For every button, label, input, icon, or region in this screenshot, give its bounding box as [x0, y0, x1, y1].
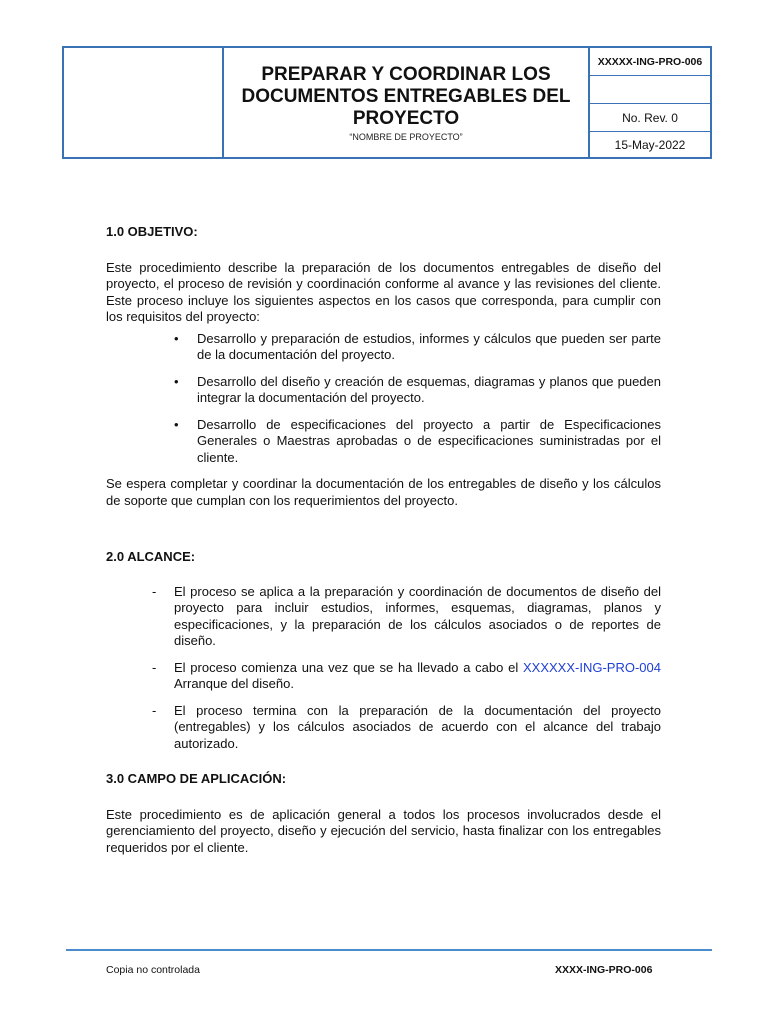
bullet-text: Desarrollo del diseño y creación de esquemas, diagramas y planos que pueden integrar la documentación del proyecto.	[197, 373, 661, 405]
bullet-text: Desarrollo de especificaciones del proyecto a partir de Especificaciones Generales o Maestras aprobadas o de especificaciones suministradas por el cliente.	[197, 416, 661, 465]
footer-copy-status: Copia no controlada	[106, 964, 200, 976]
list-item	[106, 584, 661, 650]
alcance-item-text: El proceso termina con la preparación de la documentación del proyecto (entregables) y los cálculos asociados de acuerdo con el alcance del trabajo autorizado.	[174, 702, 661, 751]
bullet-text: Desarrollo y preparación de estudios, informes y cálculos que pueden ser parte de la documentación del proyecto.	[197, 330, 661, 362]
document-header	[62, 46, 712, 159]
doc-code: XXXXX-ING-PRO-006	[590, 48, 710, 76]
bullet-icon: •	[174, 373, 179, 389]
list-item	[106, 417, 661, 467]
objetivo-closing: Se espera completar y coordinar la documentación de los entregables de diseño y los cálculos de soporte que cumplan con los requerimientos del proyecto.	[106, 476, 661, 508]
bullet-icon: •	[174, 416, 179, 432]
document-title: PREPARAR Y COORDINAR LOS DOCUMENTOS ENTREGABLES DEL PROYECTO	[241, 64, 571, 129]
bullet-icon: •	[174, 330, 179, 346]
section-heading-alcance: 2.0 ALCANCE:	[106, 549, 196, 564]
footer-divider	[66, 949, 712, 951]
title-cell	[224, 48, 588, 157]
alcance-list	[106, 584, 661, 753]
alcance-item-text: Arranque del diseño.	[174, 676, 294, 691]
logo-cell	[64, 48, 224, 157]
objetivo-bullet-list	[106, 331, 661, 467]
list-item	[106, 374, 661, 407]
procedure-link[interactable]: XXXXXX-ING-PRO-004	[523, 659, 661, 675]
dash-icon: -	[152, 659, 157, 675]
list-item	[106, 660, 661, 693]
empty-cell	[590, 76, 710, 104]
alcance-item-text: El proceso comienza una vez que se ha llevado a cabo el	[174, 659, 523, 675]
section-heading-campo: 3.0 CAMPO DE APLICACIÓN:	[106, 771, 287, 786]
dash-icon: -	[152, 702, 157, 718]
section-heading-objetivo: 1.0 OBJETIVO:	[106, 224, 198, 239]
issue-date: 15-May-2022	[614, 137, 686, 152]
footer-doc-code: XXXX-ING-PRO-006	[555, 964, 653, 976]
alcance-item-text: El proceso se aplica a la preparación y coordinación de documentos de diseño del proyecto para incluir estudios, informes, esquemas, diagramas, planos y especificaciones, y la preparación de los cálculos asociados o de reportes de diseño.	[174, 583, 661, 648]
list-item	[106, 331, 661, 364]
doc-control-cells	[588, 48, 710, 157]
dash-icon: -	[152, 583, 157, 599]
project-name: “NOMBRE DE PROYECTO”	[349, 132, 463, 142]
list-item	[106, 703, 661, 753]
document-body	[106, 224, 661, 856]
revision: No. Rev. 0	[590, 104, 710, 132]
objetivo-intro: Este procedimiento describe la preparación de los documentos entregables de diseño del proyecto, el proceso de revisión y coordinación conforme al avance y las revisiones del cliente. Este proceso incluye los siguientes aspectos en los casos que corresponda, para cumplir con los requisitos del proyecto:	[106, 259, 661, 324]
campo-text: Este procedimiento es de aplicación general a todos los procesos involucrados desde el gerenciamiento del proyecto, diseño y ejecución del servicio, hasta finalizar con los entregables requeridos por el cliente.	[106, 806, 661, 855]
